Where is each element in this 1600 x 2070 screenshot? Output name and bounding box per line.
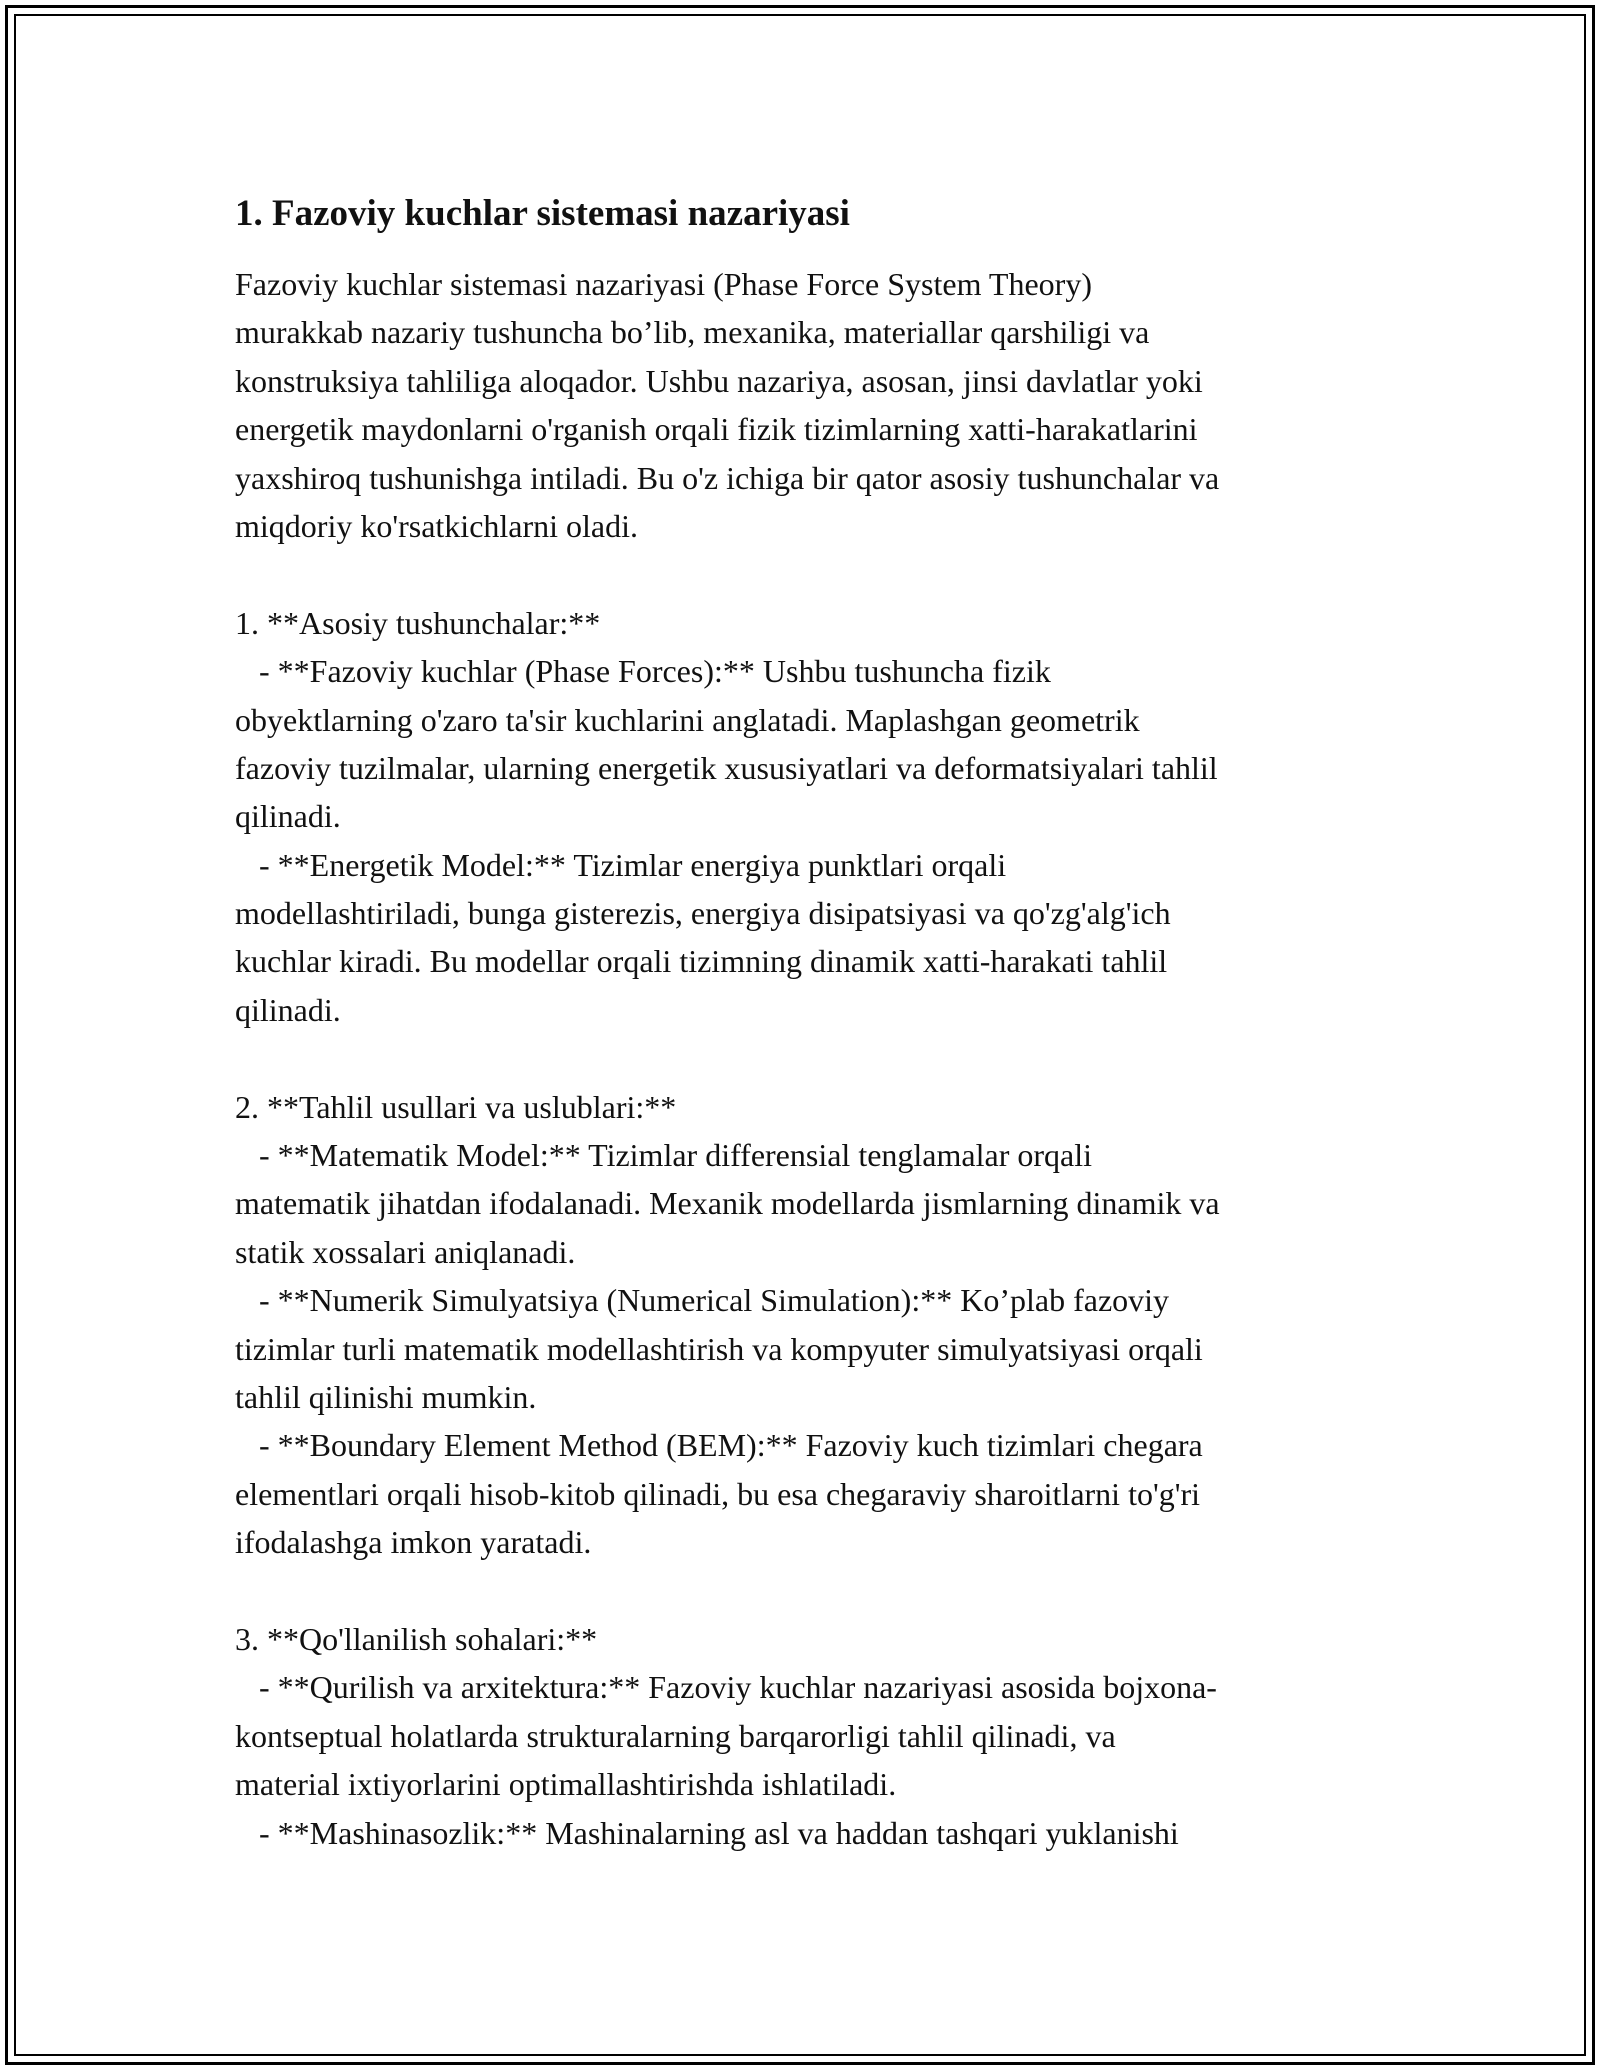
text-line: ifodalashga imkon yaratadi.: [235, 1524, 592, 1561]
text-line: konstruksiya tahliliga aloqador. Ushbu nazariya, asosan, jinsi davlatlar yoki: [235, 362, 1203, 399]
text-line: murakkab nazariy tushuncha bo’lib, mexanika, materiallar qarshiligi va: [235, 314, 1150, 351]
text-line: kuchlar kiradi. Bu modellar orqali tizimning dinamik xatti-harakati tahlil: [235, 943, 1168, 980]
document-heading: 1. Fazoviy kuchlar sistemasi nazariyasi: [235, 193, 850, 234]
text-line: - **Mashinasozlik:** Mashinalarning asl va haddan tashqari yuklanishi: [235, 1814, 1179, 1851]
text-line: - **Boundary Element Method (BEM):** Fazoviy kuch tizimlari chegara: [235, 1427, 1203, 1464]
text-line: - **Fazoviy kuchlar (Phase Forces):** Ushbu tushuncha fizik: [235, 653, 1051, 690]
text-line: Fazoviy kuchlar sistemasi nazariyasi (Phase Force System Theory): [235, 266, 1092, 302]
text-line: energetik maydonlarni o'rganish orqali fizik tizimlarning xatti-harakatlarini: [235, 411, 1198, 448]
blank-line: [235, 550, 1375, 598]
text-line: matematik jihatdan ifodalanadi. Mexanik modellarda jismlarning dinamik va: [235, 1185, 1220, 1222]
text-line: - **Qurilish va arxitektura:** Fazoviy kuchlar nazariyasi asosida bojxona-: [235, 1669, 1217, 1706]
text-line: 3. **Qo'llanilish sohalari:**: [235, 1620, 598, 1657]
text-line: elementlari orqali hisob-kitob qilinadi, bu esa chegaraviy sharoitlarni to'g'ri: [235, 1475, 1201, 1512]
blank-line: [235, 1567, 1375, 1615]
text-line: tizimlar turli matematik modellashtirish va kompyuter simulyatsiyasi orqali: [235, 1330, 1203, 1367]
text-line: tahlil qilinishi mumkin.: [235, 1378, 537, 1415]
document-text: [235, 260, 1375, 1857]
text-line: yaxshiroq tushunishga intiladi. Bu o'z ichiga bir qator asosiy tushunchalar va: [235, 459, 1220, 496]
text-line: statik xossalari aniqlanadi.: [235, 1233, 576, 1270]
text-line: 2. **Tahlil usullari va uslublari:**: [235, 1088, 677, 1125]
text-line: material ixtiyorlarini optimallashtirishda ishlatiladi.: [235, 1766, 897, 1803]
text-line: 1. **Asosiy tushunchalar:**: [235, 604, 601, 641]
text-line: fazoviy tuzilmalar, ularning energetik xususiyatlari va deformatsiyalari tahlil: [235, 749, 1218, 786]
document-body: [235, 190, 1375, 1857]
blank-line: [235, 1034, 1375, 1082]
text-line: qilinadi.: [235, 798, 341, 835]
text-line: kontseptual holatlarda strukturalarning barqarorligi tahlil qilinadi, va: [235, 1717, 1116, 1754]
text-line: obyektlarning o'zaro ta'sir kuchlarini anglatadi. Maplashgan geometrik: [235, 701, 1140, 738]
text-line: miqdoriy ko'rsatkichlarni oladi.: [235, 507, 639, 544]
text-line: qilinadi.: [235, 991, 341, 1028]
text-line: modellashtiriladi, bunga gisterezis, energiya disipatsiyasi va qo'zg'alg'ich: [235, 895, 1171, 932]
text-line: - **Matematik Model:** Tizimlar differensial tenglamalar orqali: [235, 1137, 1092, 1174]
text-line: - **Numerik Simulyatsiya (Numerical Simulation):** Ko’plab fazoviy: [235, 1282, 1170, 1319]
text-line: - **Energetik Model:** Tizimlar energiya punktlari orqali: [235, 846, 1007, 883]
